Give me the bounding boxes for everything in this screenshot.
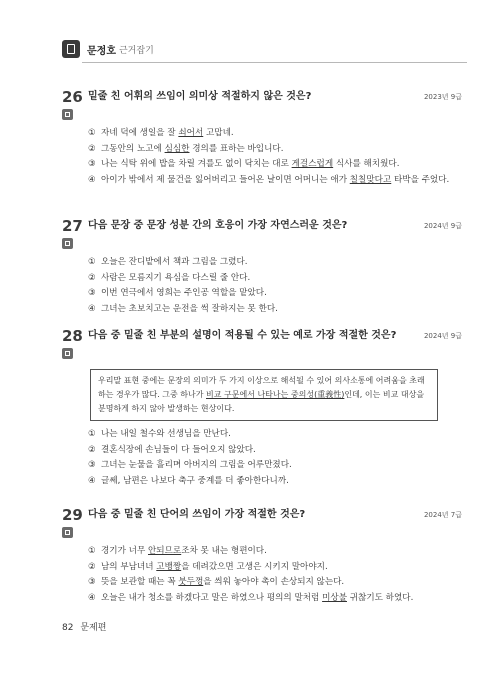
option[interactable]: ② 그동안의 노고에 심심한 경의를 표하는 바입니다. bbox=[88, 143, 284, 154]
page-number: 82 bbox=[62, 623, 74, 633]
question-text: 다음 중 밑줄 친 부분의 설명이 적용될 수 있는 예로 가장 적절한 것은? bbox=[88, 330, 397, 341]
question-29 bbox=[62, 507, 462, 606]
question-text: 밑줄 친 어휘의 쓰임이 의미상 적절하지 않은 것은? bbox=[88, 91, 312, 102]
book-icon bbox=[62, 40, 80, 58]
page-footer bbox=[62, 620, 106, 633]
question-icon bbox=[62, 109, 73, 120]
option[interactable]: ④ 오늘은 내가 청소를 하겠다고 말은 하였으나 평의의 말처럼 미상불 귀찮기도 하였다. bbox=[88, 592, 414, 603]
option[interactable]: ② 남의 부남녀녀 고뱅짱을 데려갔으면 고생은 시키지 말아야지. bbox=[88, 561, 328, 572]
option[interactable]: ④ 그녀는 초보치고는 운전을 썩 잘하지는 못 한다. bbox=[88, 303, 278, 314]
question-26 bbox=[62, 89, 462, 188]
header-divider bbox=[82, 62, 467, 63]
option[interactable]: ③ 그녀는 눈물을 흘리며 아버지의 그림을 어루만졌다. bbox=[88, 460, 292, 470]
exam-year: 2024년 9급 bbox=[423, 332, 462, 340]
option[interactable]: ③ 나는 식탁 위에 밥을 차릴 겨를도 없이 닥치는 대로 게걸스럽게 식사를 해치웠다. bbox=[88, 159, 400, 169]
exam-year: 2024년 7급 bbox=[423, 511, 462, 519]
option[interactable]: ② 사람은 모름지기 욕심을 다스릴 줄 안다. bbox=[88, 272, 251, 283]
option[interactable]: ④ 글쎄, 남편은 나보다 축구 중계를 더 좋아한다니까. bbox=[88, 475, 289, 486]
option-list bbox=[88, 255, 462, 317]
option[interactable]: ③ 뜻을 보관할 때는 꼭 붓두껑을 씌워 놓아야 촉이 손상되지 않는다. bbox=[88, 577, 345, 587]
option-list bbox=[88, 427, 462, 489]
passage-box: 우리말 표현 중에는 문장의 의미가 두 가지 이상으로 해석될 수 있어 의사소통에 어려움을 초래하는 경우가 많다. 그중 하나가 비교 구문에서 나타나는 중의성(重義性)인데, 이는 비교 대상을 분명하게 하지 않아 발생하는 현상이다. bbox=[90, 369, 438, 421]
option[interactable]: ① 나는 내일 철수와 선생님을 만난다. bbox=[88, 429, 231, 439]
question-icon bbox=[62, 348, 73, 359]
option-list bbox=[88, 126, 462, 188]
header-title: 문정호 bbox=[87, 45, 116, 57]
question-icon bbox=[62, 527, 73, 538]
question-number: 28 bbox=[62, 327, 83, 345]
option[interactable]: ① 오늘은 잔디밭에서 책과 그림을 그렸다. bbox=[88, 257, 248, 267]
option[interactable]: ① 자네 덕에 생일을 잘 쇠어서 고맙네. bbox=[88, 128, 234, 138]
header bbox=[62, 40, 154, 58]
header-subtitle: 근거잡기 bbox=[118, 45, 154, 56]
question-28 bbox=[62, 328, 462, 489]
question-number: 29 bbox=[62, 506, 83, 524]
option-list bbox=[88, 544, 462, 606]
question-27 bbox=[62, 218, 462, 317]
question-text: 다음 중 밑줄 친 단어의 쓰임이 가장 적절한 것은? bbox=[88, 509, 306, 520]
option[interactable]: ④ 아이가 밖에서 제 물건을 잃어버리고 들어온 날이면 어머니는 애가 칠칠맞다고 타박을 주었다. bbox=[88, 174, 450, 185]
exam-year: 2023년 9급 bbox=[423, 93, 462, 101]
option[interactable]: ① 경기가 너무 안되므로조차 못 내는 형편이다. bbox=[88, 546, 267, 556]
question-text: 다음 문장 중 문장 성분 간의 호응이 가장 자연스러운 것은? bbox=[88, 220, 348, 231]
exam-year: 2024년 9급 bbox=[423, 222, 462, 230]
question-icon bbox=[62, 238, 73, 249]
question-number: 26 bbox=[62, 88, 83, 106]
option[interactable]: ② 결혼식장에 손님들이 다 들어오지 않았다. bbox=[88, 444, 256, 455]
section-label: 문제편 bbox=[80, 623, 107, 633]
question-number: 27 bbox=[62, 217, 83, 235]
option[interactable]: ③ 이번 연극에서 영희는 주인공 역할을 맡았다. bbox=[88, 288, 267, 298]
